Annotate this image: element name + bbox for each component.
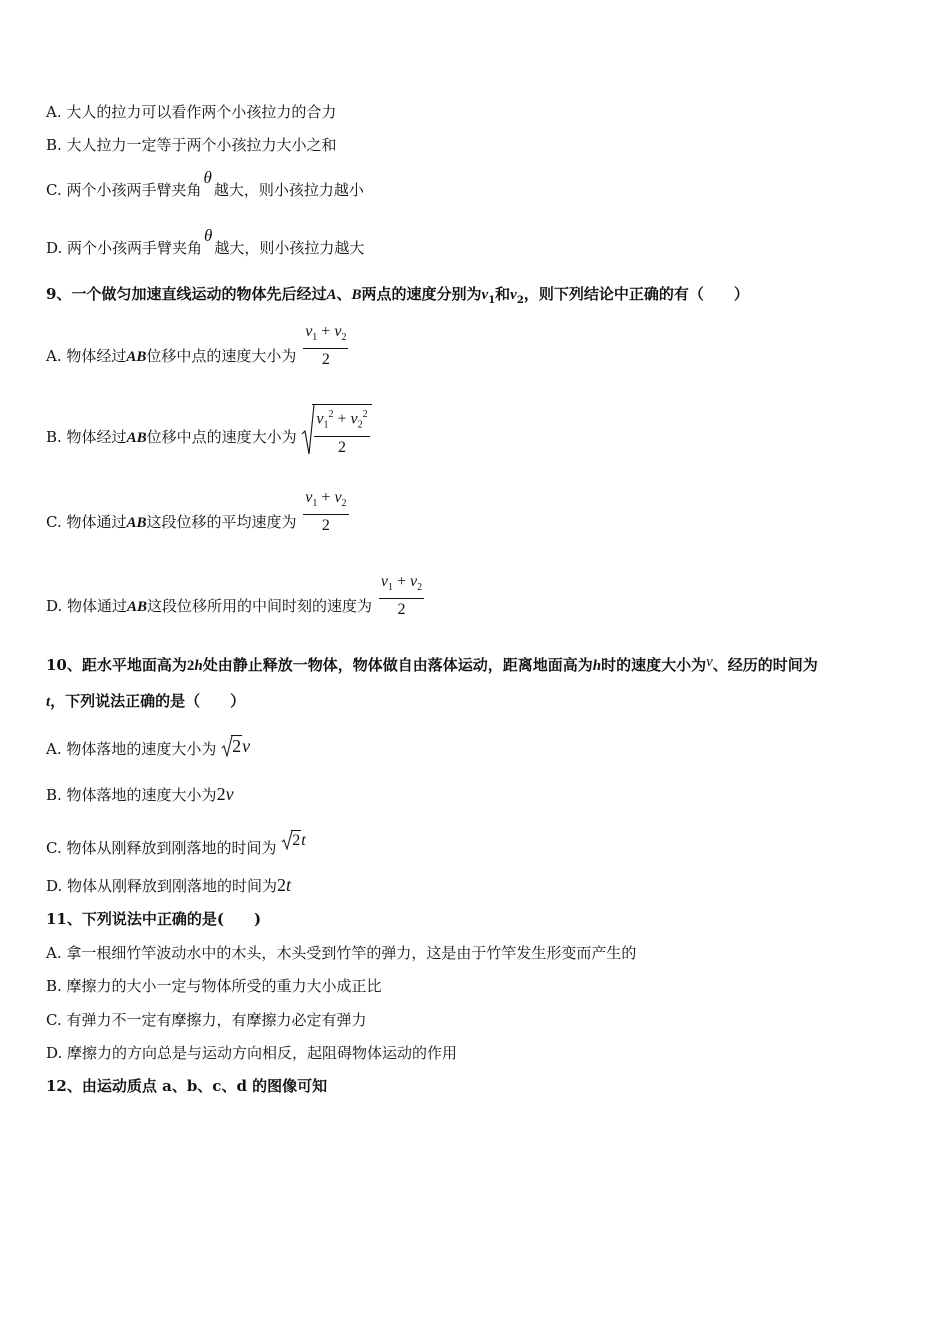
q10-a-text: A. 物体落地的速度大小为: [46, 740, 217, 758]
sqrt-mean-square-expression: $\frac{v_1^2 + v_2^2}{2}$: [301, 404, 371, 459]
q9-c-text: C. 物体通过AB这段位移的平均速度为: [46, 513, 297, 532]
q8-c-text-2: 越大，则小孩拉力越小: [213, 181, 364, 199]
q8-d-text: D. 两个小孩两手臂夹角: [46, 239, 203, 257]
q10-c-text: C. 物体从刚释放到刚落地的时间为: [46, 839, 277, 857]
v2-subscript: 2: [516, 295, 524, 306]
radical-sign-icon: [221, 735, 233, 757]
two-v: 2v: [216, 784, 234, 804]
q10-stem-line-1: 10、距水平地面高为2h处由静止释放一物体，物体做自由落体运动，距离地面高为h时的速度大小为v、经历的时间为: [46, 654, 818, 674]
separator: 、: [336, 285, 352, 303]
q11-option-b: B. 摩擦力的大小一定与物体所受的重力大小成正比: [46, 977, 382, 995]
q9-a-text: A. 物体经过AB位移中点的速度大小为: [46, 347, 297, 366]
q12-stem: 12、由运动质点 a、b、c、d 的图像可知: [46, 1077, 328, 1095]
radical-sign-icon: [281, 830, 293, 850]
two-t: 2t: [277, 875, 292, 895]
q11-option-a: A. 拿一根细竹竿波动水中的木头，木头受到竹竿的弹力，这是由于竹竿发生形变而产生的: [46, 944, 637, 962]
q10-b-text: B. 物体落地的速度大小为: [46, 786, 217, 804]
q9-b-text: B. 物体经过AB位移中点的速度大小为: [46, 427, 297, 446]
q10-option-b: [46, 784, 234, 805]
q9-option-d: [46, 572, 424, 621]
q9-d-text: D. 物体通过AB这段位移所用的中间时刻的速度为: [46, 597, 373, 616]
q8-c-text: C. 两个小孩两手臂夹角: [46, 181, 202, 199]
point-b: B: [351, 287, 362, 303]
q8-option-c: [46, 168, 364, 200]
radical-sign-icon: [301, 404, 315, 456]
q8-option-d: [46, 226, 365, 258]
fraction-v1-plus-v2-over-2: $\frac{v_1 + v_2}{2}$: [305, 323, 347, 369]
q10-stem-line-2: t，下列说法正确的是（ ）: [46, 692, 246, 710]
theta-symbol: θ: [203, 168, 212, 187]
q9-option-a: [46, 322, 348, 371]
and-text: 和: [495, 285, 511, 303]
sqrt-2-t: 2t: [281, 830, 305, 851]
q9-option-c: [46, 488, 349, 537]
q10-option-a: [46, 735, 250, 759]
v1-symbol: v: [481, 287, 489, 303]
q9-stem-text: 9、一个做匀加速直线运动的物体先后经过: [46, 285, 327, 303]
q8-option-a: A. 大人的拉力可以看作两个小孩拉力的合力: [46, 103, 337, 121]
q11-stem: 11、下列说法中正确的是( ): [46, 910, 262, 928]
q10-d-text: D. 物体从刚释放到刚落地的时间为: [46, 877, 278, 895]
q11-option-c: C. 有弹力不一定有摩擦力，有摩擦力必定有弹力: [46, 1011, 367, 1029]
q10-option-c: [46, 830, 306, 858]
point-a: A: [326, 287, 337, 303]
v1-subscript: 1: [488, 295, 496, 306]
v2-symbol: v: [510, 287, 517, 303]
sqrt-2-v: 2v: [221, 735, 250, 756]
q8-option-b: B. 大人拉力一定等于两个小孩拉力大小之和: [46, 136, 337, 154]
q9-stem-text-3: ，则下列结论中正确的有（ ）: [523, 285, 749, 303]
q10-option-d: [46, 875, 291, 896]
q9-stem: [46, 284, 749, 311]
fraction-v1-plus-v2-over-2: $\frac{v_1 + v_2}{2}$: [305, 489, 347, 535]
theta-symbol: θ: [204, 226, 213, 245]
q9-stem-text-2: 两点的速度分别为: [361, 285, 482, 303]
q11-option-d: D. 摩擦力的方向总是与运动方向相反，起阻碍物体运动的作用: [46, 1044, 458, 1062]
q9-option-b: [46, 404, 372, 459]
fraction-v1-plus-v2-over-2: $\frac{v_1 + v_2}{2}$: [380, 573, 423, 619]
q8-d-text-2: 越大，则小孩拉力越大: [214, 239, 365, 257]
